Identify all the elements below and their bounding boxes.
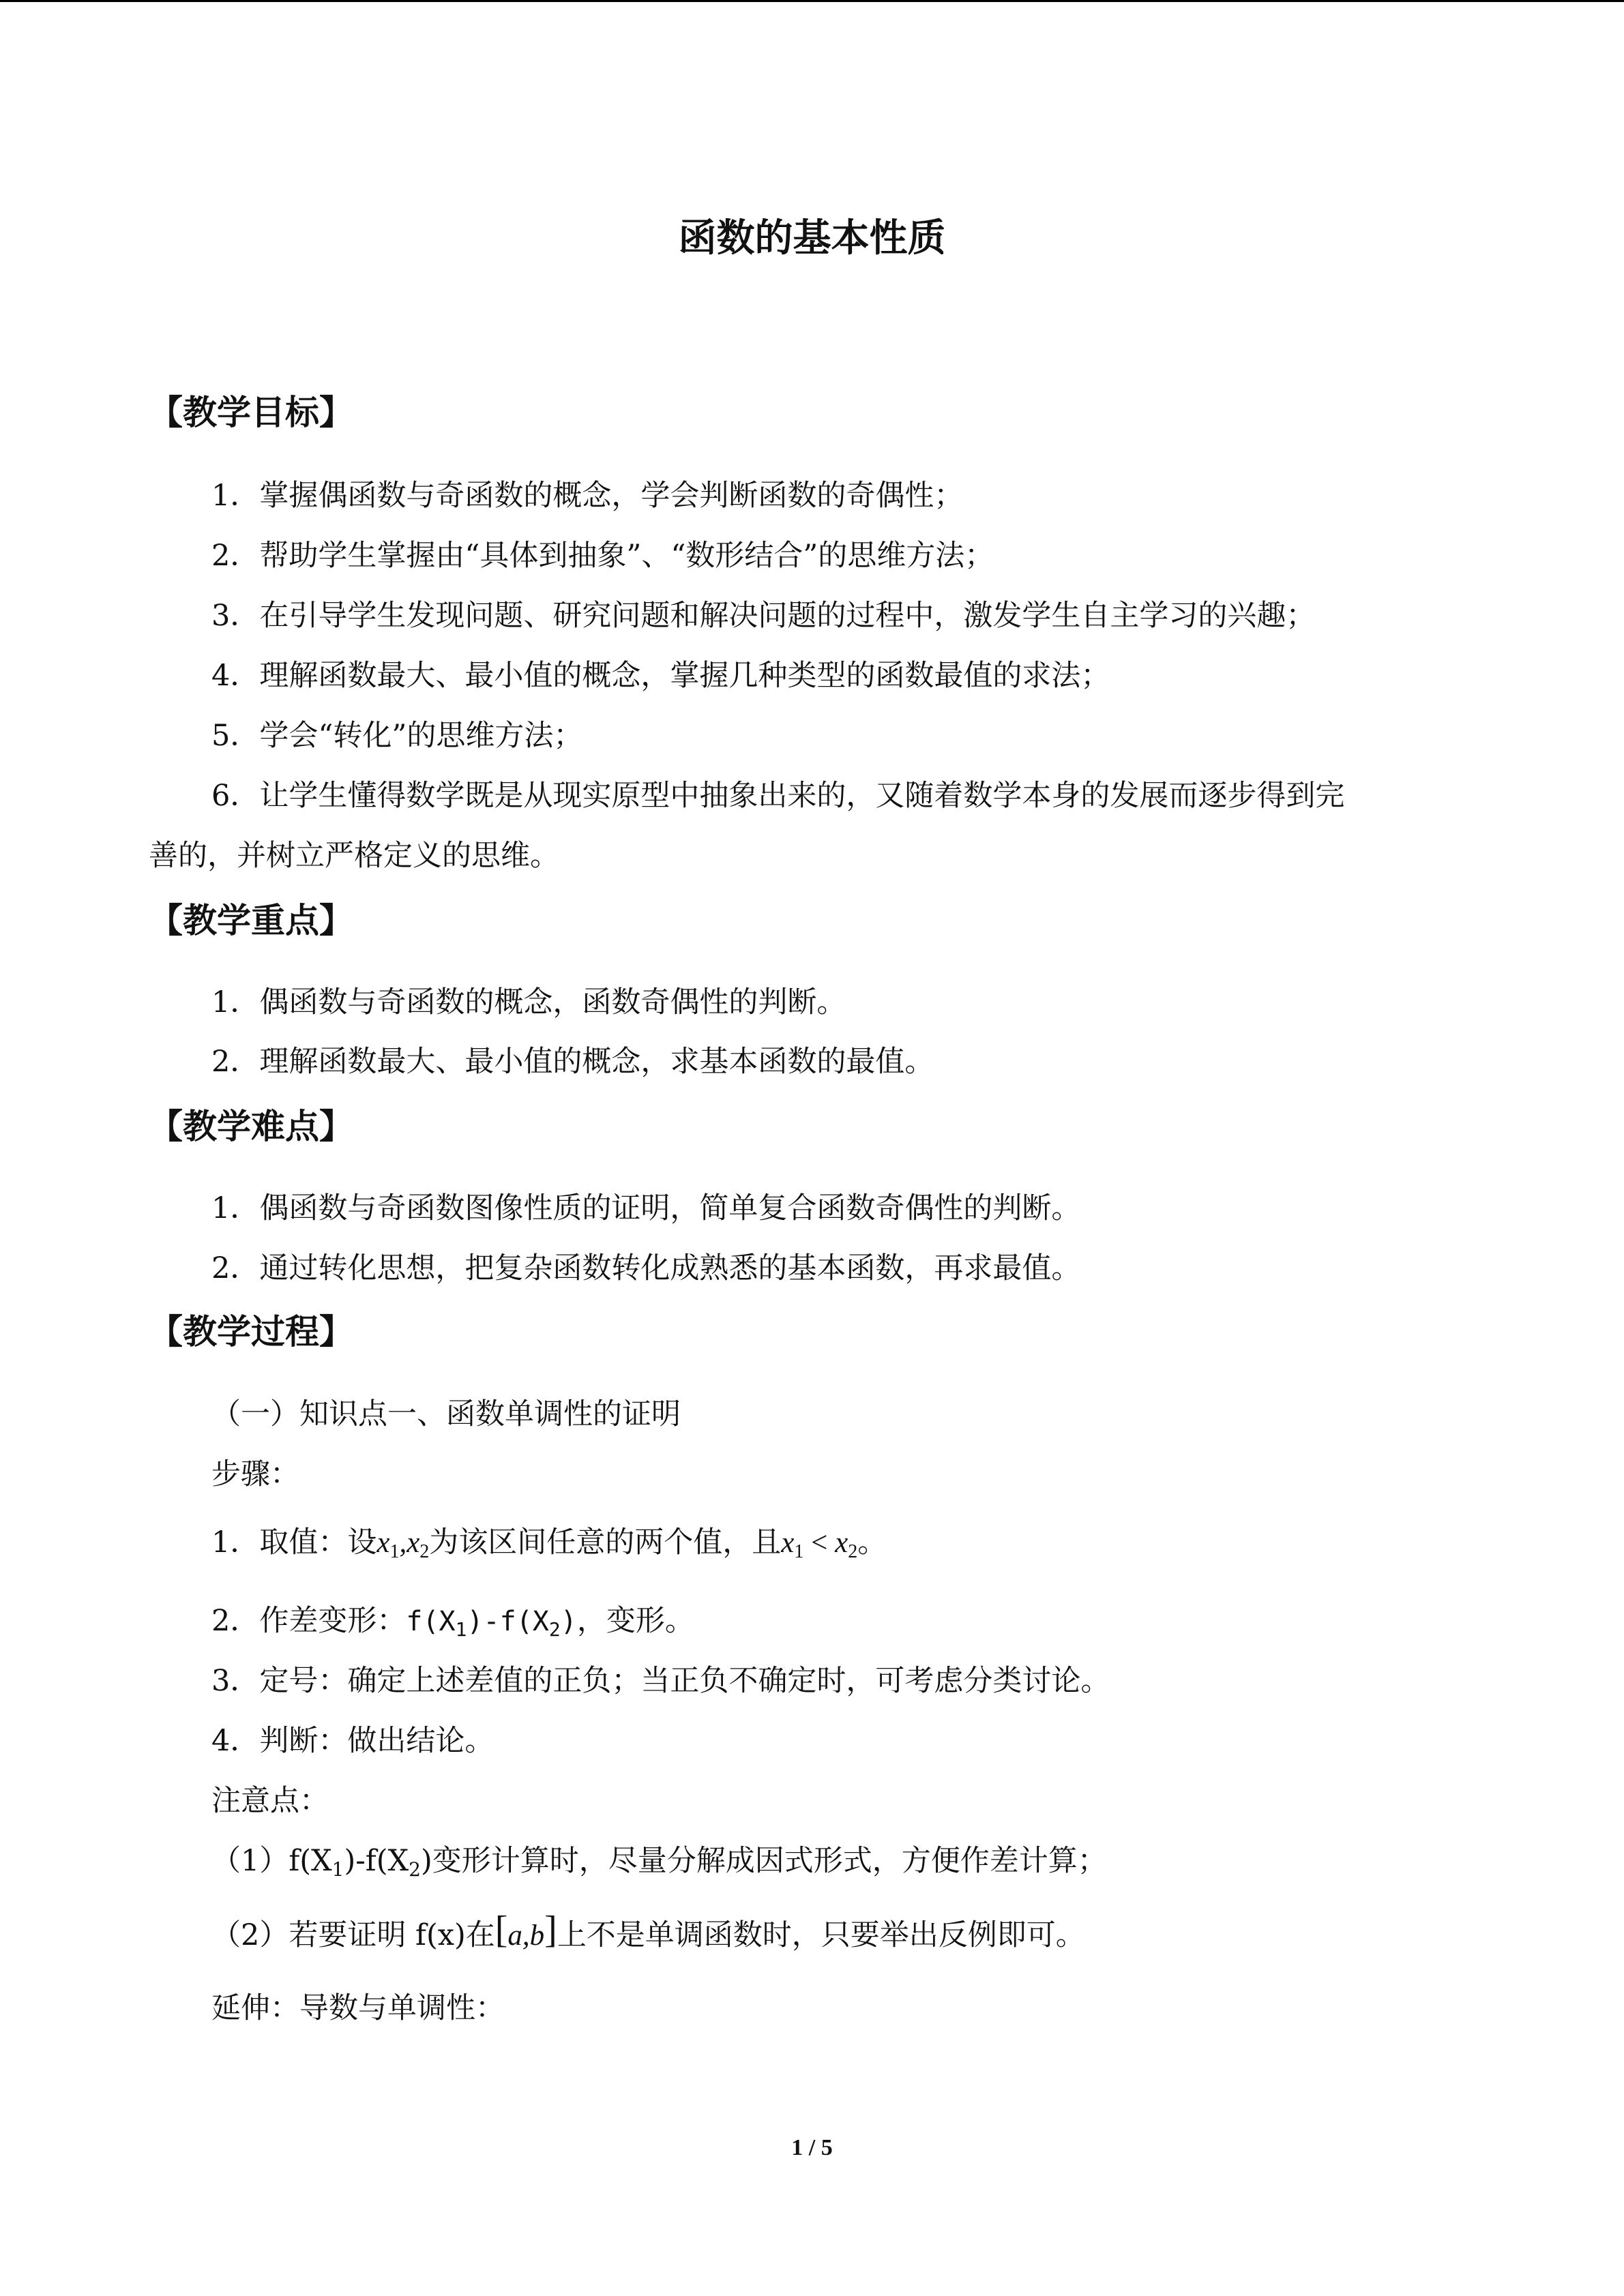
key-point-item: 2．理解函数最大、最小值的概念，求基本函数的最值。 xyxy=(211,1045,934,1079)
steps-label: 步骤： xyxy=(211,1457,299,1491)
note-1: $(1)f(X_1)-f(X_2)$变形计算时，尽量分解成因式形式，方便作差计算； xyxy=(211,1844,1107,1881)
step-4: 4．判断：做出结论。 xyxy=(211,1724,494,1758)
inequality-x1-lt-x2: $x_1 < x_2$ xyxy=(781,1527,858,1562)
heading-process: 【教学过程】 xyxy=(149,1312,353,1352)
step-2: 2．作差变形：$f(X_1)-f(X_2)$，变形。 xyxy=(211,1604,694,1641)
objective-item: 6．让学生懂得数学既是从现实原型中抽象出来的，又随着数学本身的发展而逐步得到完 xyxy=(211,779,1345,813)
step-3: 3．定号：确定上述差值的正负；当正负不确定时，可考虑分类讨论。 xyxy=(211,1664,1110,1698)
step-1-middle: 为该区间任意的两个值，且 xyxy=(429,1525,782,1560)
page-title: 函数的基本性质 xyxy=(678,216,946,260)
key-point-item: 1．偶函数与奇函数的概念，函数奇偶性的判断。 xyxy=(211,985,846,1019)
difference-expression: $f(X_1)-f(X_2)$ xyxy=(406,1606,577,1641)
knowledge-point-title: （一）知识点一、函数单调性的证明 xyxy=(211,1397,681,1431)
difficulty-item: 1．偶函数与奇函数图像性质的证明，简单复合函数奇偶性的判断。 xyxy=(211,1191,1081,1225)
heading-key-points: 【教学重点】 xyxy=(149,901,353,940)
note-2: （2）若要证明 f(x)在[a,b]上不是单调函数时，只要举出反例即可。 xyxy=(211,1909,1085,1952)
variable-x1: $x_1,x_2$ xyxy=(377,1527,430,1562)
difficulty-item: 2．通过转化思想，把复杂函数转化成熟悉的基本函数，再求最值。 xyxy=(211,1251,1081,1285)
interval-a-b: a,b xyxy=(507,1920,545,1952)
objective-item: 4．理解函数最大、最小值的概念，掌握几种类型的函数最值的求法； xyxy=(211,659,1110,693)
objective-item: 5．学会“转化”的思维方法； xyxy=(211,719,583,753)
objective-item: 1．掌握偶函数与奇函数的概念，学会判断函数的奇偶性； xyxy=(211,479,964,513)
interval-close-bracket: ] xyxy=(544,1909,557,1951)
page-number: 1 / 5 xyxy=(791,2135,833,2160)
objective-item: 3．在引导学生发现问题、研究问题和解决问题的过程中，激发学生自主学习的兴趣； xyxy=(211,599,1316,633)
interval-open-bracket: [ xyxy=(494,1909,508,1951)
step-1 xyxy=(211,1522,887,1572)
step-1-prefix: 1．取值：设 xyxy=(211,1525,377,1560)
top-border xyxy=(0,0,1624,2)
notes-label: 注意点： xyxy=(211,1784,329,1818)
extension-line: 延伸：导数与单调性： xyxy=(211,1991,505,2025)
step-1-end: 。 xyxy=(857,1525,887,1560)
heading-objectives: 【教学目标】 xyxy=(149,393,353,432)
objective-item-continuation: 善的，并树立严格定义的思维。 xyxy=(149,839,559,873)
objective-item: 2．帮助学生掌握由“具体到抽象”、“数形结合”的思维方法； xyxy=(211,539,994,573)
heading-difficulties: 【教学难点】 xyxy=(149,1107,353,1146)
